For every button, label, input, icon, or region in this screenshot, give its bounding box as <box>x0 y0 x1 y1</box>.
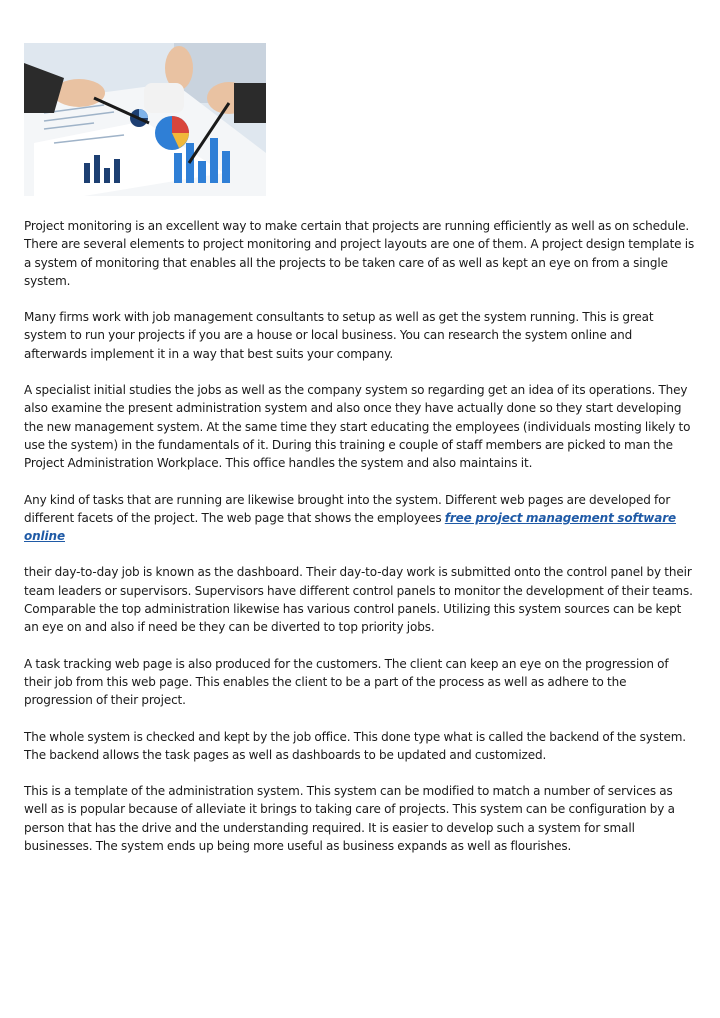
business-charts-photo <box>24 43 266 196</box>
hero-image <box>24 43 266 196</box>
paragraph-4 <box>24 491 696 546</box>
paragraph-8: This is a template of the administration system. This system can be modified to match a number of services as well as is popular because of alleviate it brings to taking care of projects. This system can be configuration by a person that has the drive and the understanding required. It is easier to develop such a system for small businesses. The system ends up being more useful as business expands as well as flourishes. <box>24 784 675 854</box>
paragraph-4-text: Any kind of tasks that are running are likewise brought into the system. Different web pages are developed for different facets of the project. The web page that shows the employees <box>24 492 671 525</box>
paragraph-6: A task tracking web page is also produced for the customers. The client can keep an eye on the progression of their job from this web page. This enables the client to be a part of the process as well as adhere to the progression of their project. <box>24 656 669 708</box>
paragraph-5: their day-to-day job is known as the dashboard. Their day-to-day work is submitted onto the control panel by their team leaders or supervisors. Supervisors have different control panels to monitor the development of their teams. Comparable the top administration likewise has various control panels. Utilizing this system sources can be kept an eye on and also if need be they can be diverted to top priority jobs. <box>24 565 693 635</box>
paragraph-1: Project monitoring is an excellent way to make certain that projects are running efficiently as well as on schedule. There are several elements to project monitoring and project layouts are one of them. A project design template is a system of monitoring that enables all the projects to be taken care of as well as kept an eye on from a single system. <box>24 219 695 288</box>
paragraph-7: The whole system is checked and kept by the job office. This done type what is called the backend of the system. The backend allows the task pages as well as dashboards to be updated and customized. <box>24 729 686 762</box>
software-link[interactable]: free project management software online <box>24 510 677 544</box>
article-body <box>24 217 696 873</box>
paragraph-2: Many firms work with job management consultants to setup as well as get the system running. This is great system to run your projects if you are a house or local business. You can research the system online and afterwards implement it in a way that best suits your company. <box>24 310 654 361</box>
paragraph-3: A specialist initial studies the jobs as well as the company system so regarding get an idea of its operations. They also examine the present administration system and also once they have actually done so they start developing the new management system. At the same time they start educating the employees (individuals mosting likely to use the system) in the fundamentals of it. During this training e couple of staff members are picked to man the Project Administration Workplace. This office handles the system and also maintains it. <box>24 383 691 471</box>
